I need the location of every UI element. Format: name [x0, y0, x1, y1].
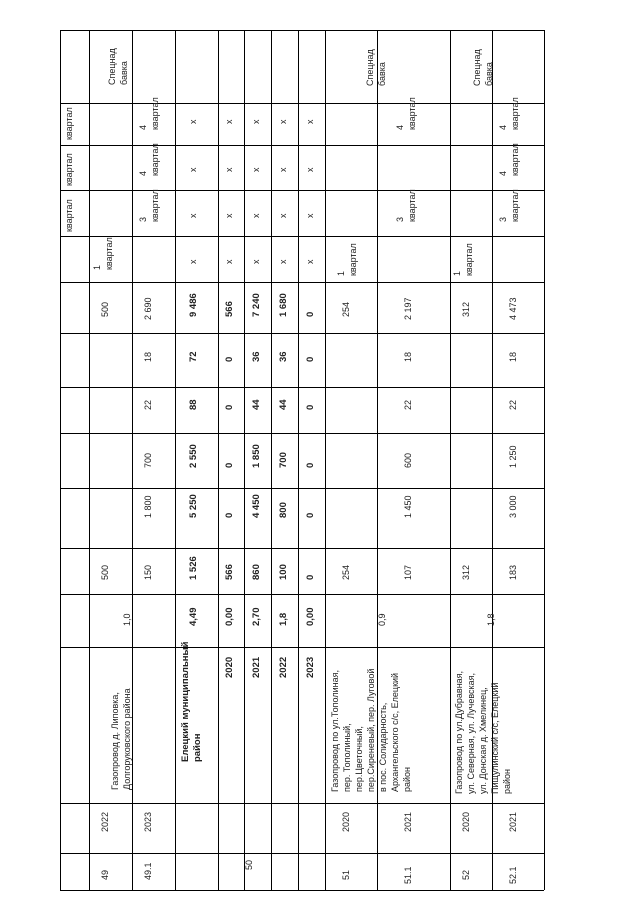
- note-label: бавка: [119, 61, 129, 85]
- grid-line-v: [175, 30, 176, 890]
- grid-line-v: [60, 30, 61, 890]
- total-cost: 9 486: [188, 293, 199, 317]
- object-name: пер.Сиреневый, пер. Луговой: [366, 668, 376, 792]
- year-cell: 2020: [341, 811, 351, 832]
- cost-value: 1 250: [508, 445, 518, 468]
- x-mark: x: [251, 167, 261, 172]
- quarter-label: квартал: [104, 237, 114, 270]
- year-cell: 2023: [143, 811, 153, 832]
- grid-line-v: [544, 30, 545, 890]
- object-name: в пос. Солидарность,: [378, 702, 388, 792]
- object-name: Архангельского с/с, Елецкий: [390, 672, 400, 792]
- quarter-label: 1: [452, 270, 462, 276]
- object-name: Газопровод по ул.Тополиная,: [330, 670, 340, 792]
- quarter-header: квартал: [64, 153, 74, 186]
- year-cell: 2022: [278, 656, 289, 678]
- length-value: 4,49: [188, 607, 199, 626]
- length-value: 0,00: [305, 607, 316, 626]
- quarter-label: квартал: [407, 189, 417, 222]
- cost-value: 0: [305, 462, 316, 468]
- total-value: 2 197: [403, 297, 413, 320]
- x-mark: x: [188, 213, 198, 218]
- x-mark: x: [278, 167, 288, 172]
- cost-value: 44: [251, 399, 262, 410]
- object-name: пер.Цветочный,: [354, 726, 364, 792]
- quarter-label: 1: [92, 264, 102, 270]
- cost-value: 36: [251, 351, 262, 362]
- object-name: пер. Тополиный,: [342, 723, 352, 792]
- quarter-label: 4: [138, 170, 148, 176]
- year-cell: 2023: [305, 656, 316, 678]
- row-number: 49: [100, 869, 110, 880]
- grid-line-v: [298, 30, 299, 890]
- row-number: 52.1: [508, 866, 518, 884]
- cost-value: 3 000: [508, 495, 518, 518]
- quarter-header: квартал: [64, 107, 74, 140]
- object-name: ул. Донская д. Хмелинец,: [478, 687, 488, 794]
- quarter-label: 3: [498, 216, 508, 222]
- x-mark: x: [305, 213, 315, 218]
- cost-value: 0: [224, 462, 235, 468]
- note-label: Спецнад: [107, 48, 117, 85]
- total-cost: 5 250: [188, 494, 199, 518]
- object-name: Пищулинский с/с, Елецкий: [490, 682, 500, 794]
- year-cell: 2021: [508, 811, 518, 832]
- length-value: 1,0: [122, 613, 132, 626]
- grid-line-v: [450, 30, 451, 890]
- quarter-label: квартал: [150, 143, 160, 176]
- total-value: 312: [461, 301, 471, 317]
- total-value: 500: [100, 301, 110, 317]
- year-cell: 2022: [100, 811, 110, 832]
- object-name: район: [502, 768, 512, 794]
- cost-value: 22: [508, 399, 518, 410]
- cost-value: 0: [305, 356, 316, 362]
- total-cost: 72: [188, 351, 199, 362]
- x-mark: x: [278, 259, 288, 264]
- length-value: 0,00: [224, 607, 235, 626]
- note-label: Спецнад: [365, 49, 375, 86]
- quarter-label: 4: [498, 170, 508, 176]
- cost-value: 183: [508, 564, 518, 580]
- quarter-label: 4: [395, 124, 405, 130]
- cost-value: 1 850: [251, 444, 262, 468]
- district-label: район: [192, 733, 203, 762]
- quarter-label: 3: [395, 216, 405, 222]
- x-mark: x: [188, 167, 198, 172]
- length-value: 0,9: [377, 613, 387, 626]
- row-number: 52: [461, 869, 471, 880]
- cost-value: 107: [403, 564, 413, 580]
- quarter-label: квартал: [150, 189, 160, 222]
- grid-line-v: [244, 30, 245, 890]
- cost-value: 1 450: [403, 495, 413, 518]
- grid-line-v: [325, 30, 326, 890]
- cost-value: 36: [278, 351, 289, 362]
- district-label: Елецкий муниципальный: [180, 641, 191, 762]
- cost-value: 700: [278, 452, 289, 468]
- x-mark: x: [188, 259, 198, 264]
- row-number: 50: [244, 859, 254, 870]
- length-value: 1,8: [486, 613, 496, 626]
- total-cost: 2 550: [188, 444, 199, 468]
- cost-value: 700: [143, 452, 153, 468]
- note-label: бавка: [377, 62, 387, 86]
- year-cell: 2021: [251, 656, 262, 678]
- grid-line-v: [89, 30, 90, 890]
- cost-value: 18: [508, 351, 518, 362]
- total-cost: 1 526: [188, 556, 199, 580]
- length-value: 2,70: [251, 607, 262, 626]
- x-mark: x: [251, 119, 261, 124]
- quarter-label: 4: [498, 124, 508, 130]
- cost-value: 566: [224, 301, 235, 317]
- cost-value: 18: [143, 351, 153, 362]
- cost-value: 600: [403, 452, 413, 468]
- x-mark: x: [224, 167, 234, 172]
- x-mark: x: [278, 119, 288, 124]
- x-mark: x: [188, 119, 198, 124]
- cost-value: 22: [403, 399, 413, 410]
- object-name: Газопровод по ул.Дубравная,: [454, 670, 464, 794]
- cost-value: 0: [305, 404, 316, 410]
- x-mark: x: [224, 119, 234, 124]
- cost-value: 0: [224, 512, 235, 518]
- x-mark: x: [305, 119, 315, 124]
- cost-value: 22: [143, 399, 153, 410]
- cost-value: 500: [100, 564, 110, 580]
- quarter-header: квартал: [64, 199, 74, 232]
- cost-value: 312: [461, 564, 471, 580]
- note-label: Спецнад: [472, 49, 482, 86]
- object-name: Газопровод д. Липовка,: [110, 692, 120, 790]
- quarter-label: квартал: [510, 143, 520, 176]
- grid-line-v: [271, 30, 272, 890]
- quarter-label: квартал: [407, 97, 417, 130]
- total-value: 2 690: [143, 297, 153, 320]
- cost-value: 860: [251, 564, 262, 580]
- x-mark: x: [251, 259, 261, 264]
- cost-value: 44: [278, 399, 289, 410]
- cost-value: 7 240: [251, 293, 262, 317]
- x-mark: x: [224, 259, 234, 264]
- cost-value: 18: [403, 351, 413, 362]
- quarter-label: 4: [138, 124, 148, 130]
- cost-value: 1 680: [278, 293, 289, 317]
- x-mark: x: [305, 259, 315, 264]
- object-name: район: [402, 766, 412, 792]
- quarter-label: квартал: [510, 97, 520, 130]
- quarter-label: 3: [138, 216, 148, 222]
- x-mark: x: [251, 213, 261, 218]
- cost-value: 0: [305, 311, 316, 317]
- row-number: 49.1: [143, 862, 153, 880]
- cost-value: 0: [224, 356, 235, 362]
- grid-line-v: [218, 30, 219, 890]
- note-label: бавка: [484, 62, 494, 86]
- total-value: 254: [341, 301, 351, 317]
- x-mark: x: [224, 213, 234, 218]
- year-cell: 2021: [403, 811, 413, 832]
- object-name: ул. Северная, ул. Лучевская,: [466, 672, 476, 794]
- total-value: 4 473: [508, 297, 518, 320]
- x-mark: x: [278, 213, 288, 218]
- x-mark: x: [305, 167, 315, 172]
- year-cell: 2020: [224, 656, 235, 678]
- length-value: 1,8: [278, 612, 289, 626]
- cost-value: 800: [278, 502, 289, 518]
- total-cost: 88: [188, 399, 199, 410]
- cost-value: 100: [278, 564, 289, 580]
- quarter-label: квартал: [510, 189, 520, 222]
- cost-value: 0: [305, 574, 316, 580]
- cost-value: 0: [224, 404, 235, 410]
- cost-value: 150: [143, 564, 153, 580]
- row-number: 51: [341, 869, 351, 880]
- quarter-label: 1: [336, 270, 346, 276]
- year-cell: 2020: [461, 811, 471, 832]
- quarter-label: квартал: [464, 243, 474, 276]
- object-name: Долгоруковского района: [122, 688, 132, 790]
- cost-value: 566: [224, 564, 235, 580]
- row-number: 51.1: [403, 866, 413, 884]
- cost-value: 1 800: [143, 495, 153, 518]
- cost-value: 0: [305, 512, 316, 518]
- cost-value: 4 450: [251, 494, 262, 518]
- grid-line-h: [60, 890, 544, 891]
- quarter-label: квартал: [348, 243, 358, 276]
- cost-value: 254: [341, 564, 351, 580]
- quarter-label: квартал: [150, 97, 160, 130]
